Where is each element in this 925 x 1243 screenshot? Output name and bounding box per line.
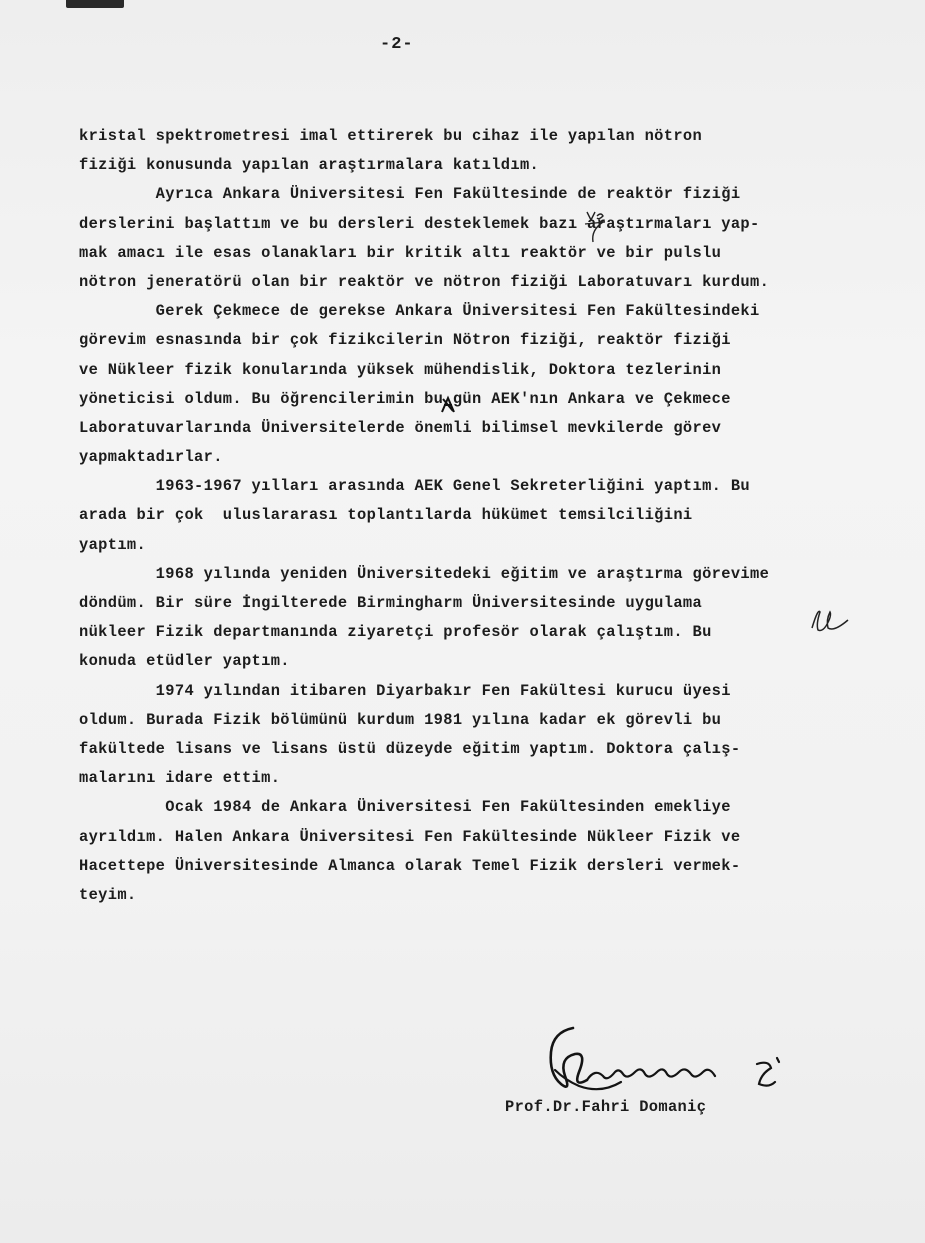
text-line: Hacettepe Üniversitesinde Almanca olarak Temel Fizik dersleri vermek- (79, 856, 741, 875)
text-line: kristal spektrometresi imal ettirerek bu cihaz ile yapılan nötron (79, 127, 703, 145)
text-line: malarını idare ettim. (79, 769, 281, 788)
text-line: konuda etüdler yaptım. (79, 652, 290, 671)
handwritten-correction-mark (439, 395, 457, 415)
text-line: yapmaktadırlar. (79, 448, 223, 467)
text-line: nötron jeneratörü olan bir reaktör ve nötron fiziği Laboratuvarı kurdum. (79, 272, 770, 291)
text-line: yöneticisi oldum. Bu öğrencilerimin bu gün AEK'nın Ankara ve Çekmece (79, 389, 731, 408)
text-line: derslerini başlattım ve bu dersleri desteklemek bazı araştırmaları yap- (79, 214, 760, 233)
handwritten-signature-icon (525, 1018, 795, 1108)
text-line: nükleer Fizik departmanında ziyaretçi profesör olarak çalıştım. Bu (79, 623, 712, 642)
text-line: Ayrıca Ankara Üniversitesi Fen Fakültesinde de reaktör fiziği (79, 185, 741, 204)
text-line: 1974 yılından itibaren Diyarbakır Fen Fakültesi kurucu üyesi (79, 681, 731, 700)
text-line: 1968 yılında yeniden Üniversitedeki eğitim ve araştırma görevime (79, 564, 770, 583)
text-line: ayrıldım. Halen Ankara Üniversitesi Fen Fakültesinde Nükleer Fizik ve (79, 827, 741, 846)
text-line: Laboratuvarlarında Üniversitelerde önemli bilimsel mevkilerde görev (79, 418, 722, 437)
text-line: Ocak 1984 de Ankara Üniversitesi Fen Fakültesinden emekliye (79, 798, 731, 817)
text-line: yaptım. (79, 535, 147, 554)
letter-body (79, 122, 869, 910)
text-line: fakültede lisans ve lisans üstü düzeyde eğitim yaptım. Doktora çalış- (79, 739, 741, 758)
text-line: ve Nükleer fizik konularında yüksek mühendislik, Doktora tezlerinin (79, 360, 722, 379)
text-line: Gerek Çekmece de gerekse Ankara Üniversitesi Fen Fakültesindeki (79, 302, 760, 321)
text-line: teyim. (79, 885, 137, 904)
text-line: arada bir çok uluslararası toplantılarda hükümet temsilciliğini (79, 506, 693, 525)
handwritten-insertion-li (808, 606, 856, 636)
text-line: 1963-1967 yılları arasında AEK Genel Sekreterliğini yaptım. Bu (79, 477, 751, 496)
text-line: fiziği konusunda yapılan araştırmalara katıldım. (79, 156, 540, 175)
signature-block (505, 1018, 805, 1128)
handwritten-insertion-ve (583, 208, 613, 244)
paper-clip-mark (66, 0, 124, 8)
signer-name: Prof.Dr.Fahri Domaniç (505, 1098, 707, 1116)
text-line: görevim esnasında bir çok fizikcilerin Nötron fiziği, reaktör fiziği (79, 331, 731, 350)
text-line: mak amacı ile esas olanakları bir kritik altı reaktör ve bir pulslu (79, 243, 722, 262)
text-line: oldum. Burada Fizik bölümünü kurdum 1981 yılına kadar ek görevli bu (79, 710, 722, 729)
text-line: döndüm. Bir süre İngilterede Birmingharm Üniversitesinde uygulama (79, 594, 703, 612)
page-number: -2- (380, 35, 414, 54)
